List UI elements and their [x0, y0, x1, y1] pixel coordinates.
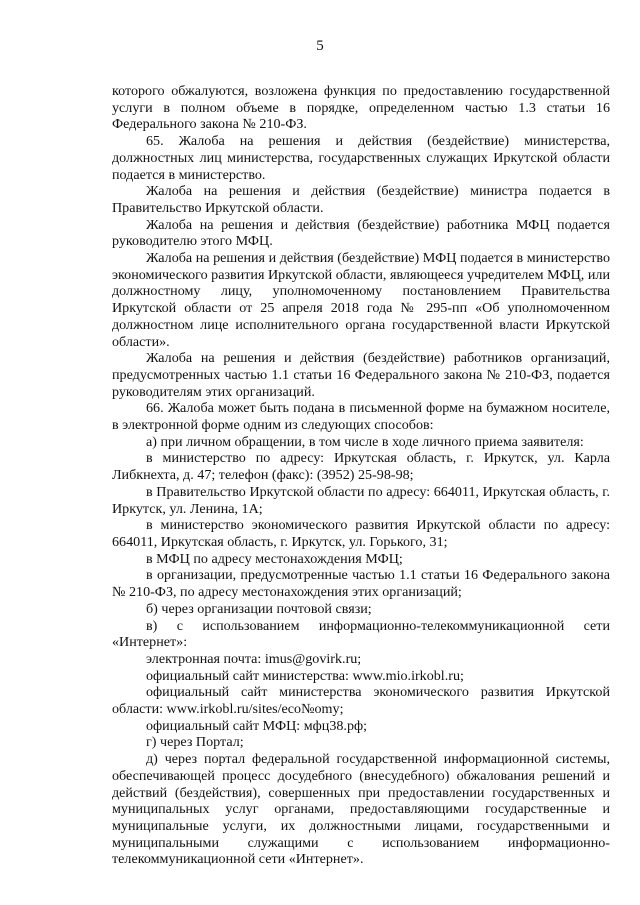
paragraph-continuation: которого обжалуются, возложена функция по предоставлению государственной услуги в полном объеме в порядке, определенном частью 1.3 статьи 16 Федерального закона № 210-ФЗ. [112, 83, 610, 133]
address-economy-ministry: в министерство экономического развития Иркутской области по адресу: 664011, Иркутская область, г. Иркутск, ул. Горького, 31; [112, 517, 610, 550]
address-organizations: в организации, предусмотренные частью 1.1 статьи 16 Федерального закона № 210-ФЗ, по адресу местонахождения этих организаций; [112, 567, 610, 601]
economy-website-line: официальный сайт министерства экономического развития Иркутской области: www.irkobl.ru/sites/eco№omy; [112, 684, 610, 718]
address-ministry: в министерство по адресу: Иркутская область, г. Иркутск, ул. Карла Либкнехта, д. 47; телефон (факс): (3952) 25-98-98; [112, 450, 610, 484]
mfc-website-line: официальный сайт МФЦ: мфц38.рф; [146, 717, 368, 734]
paragraph-minister-complaint: Жалоба на решения и действия (бездействие) министра подается в Правительство Иркутской области. [112, 183, 610, 216]
paragraph-65: 65. Жалоба на решения и действия (бездействие) министерства, должностных лиц министерства, государственных служащих Иркутской области подается в министерство. [112, 133, 610, 183]
paragraph-66: 66. Жалоба может быть подана в письменной форме на бумажном носителе, в электронной форме одним из следующих способов: [112, 400, 610, 434]
email-line: электронная почта: imus@govirk.ru; [146, 650, 362, 667]
item-d: д) через портал федеральной государственной информационной системы, обеспечивающей процесс досудебного (внесудебного) обжалования решений и действий (бездействия), совершенных при предоставлении государственных и муниципальных услуг органами, предоставляющими государственные и муниципальные услуги, их должностными лицами, государственными и муниципальными служащими с использованием информационно-телекоммуникационной сети «Интернет». [112, 751, 610, 868]
paragraph-organizations-complaint: Жалоба на решения и действия (бездействие) работников организаций, предусмотренных частью 1.1 статьи 16 Федерального закона № 210-ФЗ, подается руководителям этих организаций. [112, 350, 610, 400]
paragraph-mfc-worker-complaint: Жалоба на решения и действия (бездействие) работника МФЦ подается руководителю этого МФЦ. [112, 216, 610, 250]
item-a: а) при личном обращении, в том числе в ходе личного приема заявителя: [146, 433, 584, 450]
paragraph-mfc-complaint: Жалоба на решения и действия (бездействие) МФЦ подается в министерство экономического развития Иркутской области, являющееся учредителем МФЦ, или должностному лицу, уполномоченному постановлением Правительства Иркутской области от 25 апреля 2018 года № 295-пп «Об уполномоченном должностном лице исполнительного органа государственной власти Иркутской области». [112, 250, 610, 350]
item-v: в) с использованием информационно-телекоммуникационной сети «Интернет»: [112, 617, 610, 651]
ministry-website-line: официальный сайт министерства: www.mio.irkobl.ru; [146, 667, 464, 684]
address-mfc: в МФЦ по адресу местонахождения МФЦ; [146, 550, 403, 567]
item-g: г) через Портал; [146, 734, 244, 751]
item-b: б) через организации почтовой связи; [146, 600, 372, 617]
document-body [112, 83, 610, 868]
address-government: в Правительство Иркутской области по адресу: 664011, Иркутская область, г. Иркутск, ул. Ленина, 1А; [112, 483, 610, 517]
page-number: 5 [316, 38, 324, 54]
